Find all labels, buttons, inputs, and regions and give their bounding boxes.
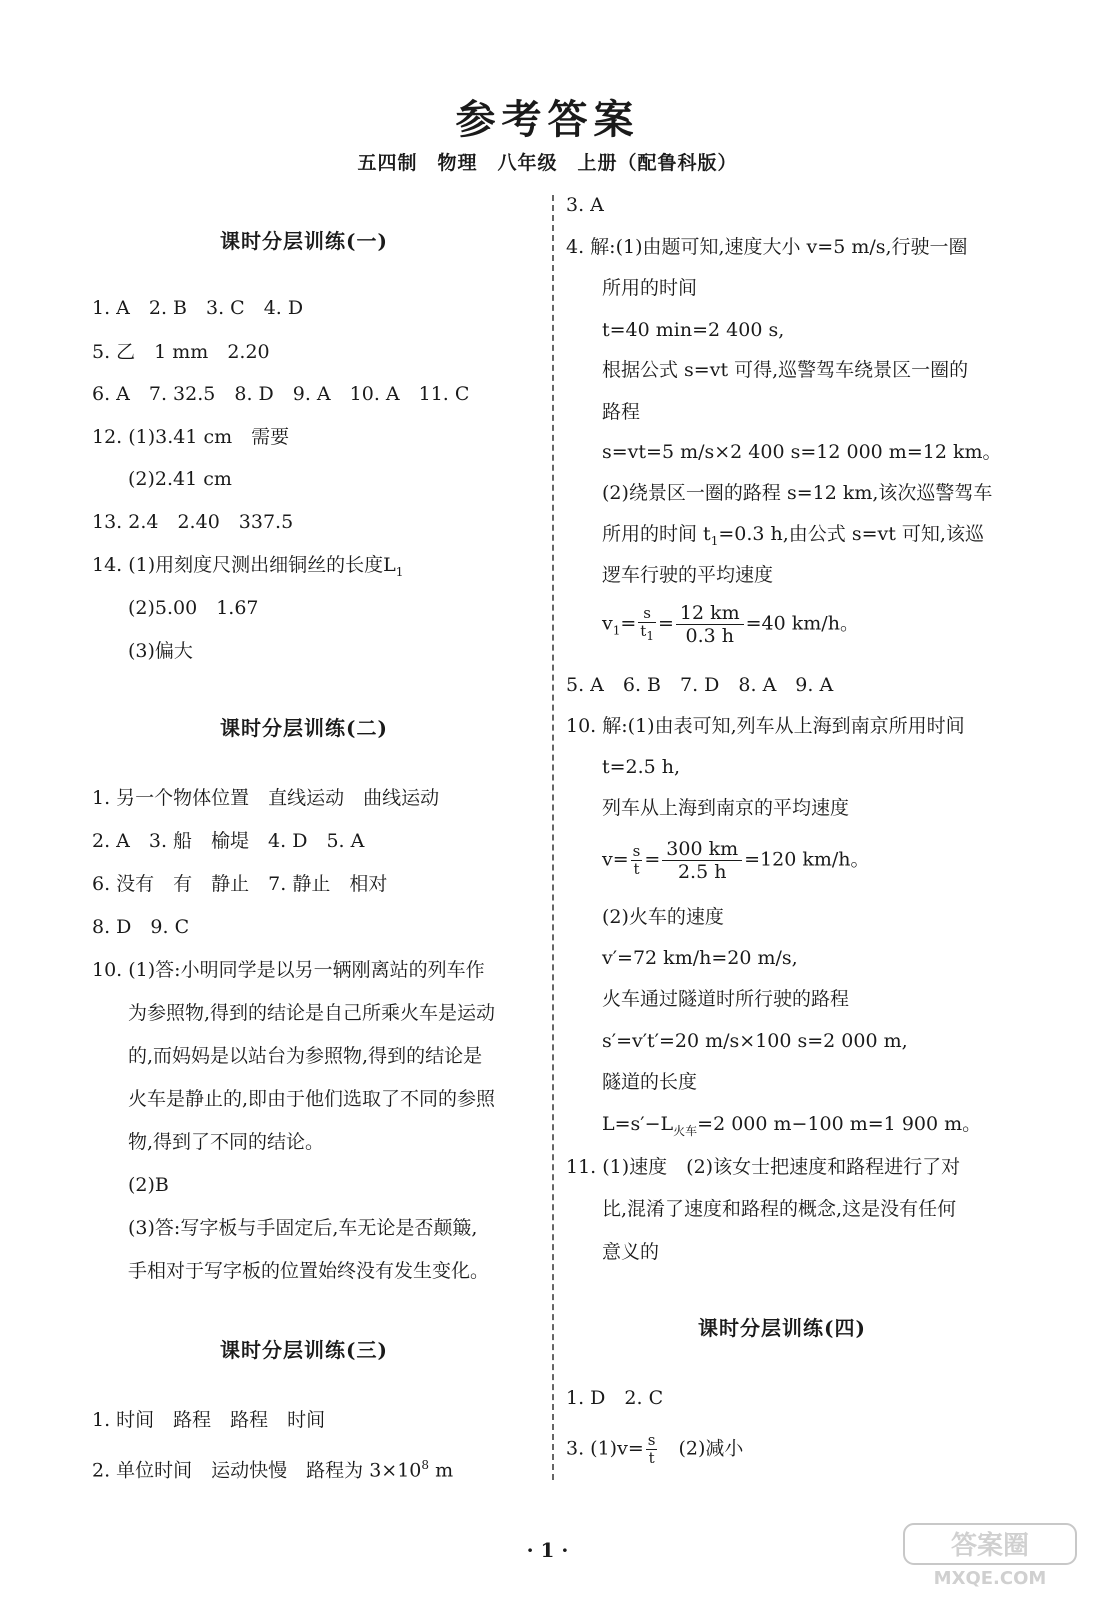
answer-line: 3. A [566,194,604,216]
answer-line: 10. (1)答:小明同学是以另一辆刚离站的列车作 [92,959,485,981]
answer-line: 1. 另一个物体位置 直线运动 曲线运动 [92,787,440,809]
answer-line: 6. 没有 有 静止 7. 静止 相对 [92,873,388,895]
answer-line: 13. 2.4 2.40 337.5 [92,511,294,533]
answer-line: 比,混淆了速度和路程的概念,这是没有任何 [602,1198,957,1220]
answer-line: 1. A 2. B 3. C 4. D [92,297,304,319]
answer-line: 火车通过隧道时所行驶的路程 [602,988,850,1010]
answer-line: s=vt=5 m/s×2 400 s=12 000 m=12 km。 [602,441,1002,463]
answer-line: 5. 乙 1 mm 2.20 [92,341,270,363]
answer-line: t=2.5 h, [602,756,681,778]
answer-line: 的,而妈妈是以站台为参照物,得到的结论是 [128,1045,483,1067]
answer-line: (2)绕景区一圈的路程 s=12 km,该次巡警驾车 [602,482,993,504]
formula-avg-speed-1: $v_1=$ $\frac{s}{t_1}$ = $\frac{12 km}{0.3 h}$ =40 km/h。 [602,602,859,647]
column-divider [552,195,554,1480]
answer-line: s′=v′t′=20 m/s×100 s=2 000 m, [602,1030,908,1052]
answer-line: v′=72 km/h=20 m/s, [602,947,798,969]
page-subtitle: 五四制 物理 八年级 上册（配鲁科版） [357,152,738,174]
answer-line: 所用的时间 $t_1=0.3$ h,由公式 s=vt 可知,该巡 [602,523,984,548]
answer-line: 14. (1)用刻度尺测出细铜丝的长度$L_1$ [92,554,404,579]
answer-line: 1. D 2. C [566,1387,664,1409]
section-heading-2: 课时分层训练(二) [220,716,388,740]
answer-line: 火车是静止的,即由于他们选取了不同的参照 [128,1088,496,1110]
answer-line: 6. A 7. 32.5 8. D 9. A 10. A 11. C [92,383,470,405]
answer-line: 5. A 6. B 7. D 8. A 9. A [566,674,834,696]
answer-line: (2)B [128,1174,169,1196]
page-title: 参考答案 [455,96,640,143]
answer-line: 2. 单位时间 运动快慢 路程为 $3\times 10^8$ m [92,1458,454,1482]
answer-line: 所用的时间 [602,277,698,299]
formula-avg-speed-2: v= $\frac{s}{t}$ = $\frac{300 km}{2.5 h}$ =120 km/h。 [602,838,870,883]
answer-line: 2. A 3. 船 榆堤 4. D 5. A [92,830,365,852]
answer-line: $L=s'-L_{火车}=2$ 000 m−100 m=1 900 m。 [602,1113,982,1138]
answer-line: (2)火车的速度 [602,906,724,928]
answer-line: 1. 时间 路程 路程 时间 [92,1409,326,1431]
answer-line: 物,得到了不同的结论。 [128,1131,325,1153]
answer-line: 3. (1)v= $\frac{s}{t}$ (2)减小 [566,1431,744,1467]
answer-line: 逻车行驶的平均速度 [602,564,774,586]
answer-line: 根据公式 s=vt 可得,巡警驾车绕景区一圈的 [602,359,969,381]
svg-text:答案圈: 答案圈 [950,1531,1030,1561]
answer-line: 路程 [602,401,641,423]
answer-line: 列车从上海到南京的平均速度 [602,797,850,819]
page-number: · 1 · [526,1538,569,1562]
answer-line: t=40 min=2 400 s, [602,319,785,341]
answer-line: 11. (1)速度 (2)该女士把速度和路程进行了对 [566,1156,961,1178]
answer-line: 4. 解:(1)由题可知,速度大小 v=5 m/s,行驶一圈 [566,236,968,258]
section-heading-1: 课时分层训练(一) [220,229,388,253]
answer-line: 10. 解:(1)由表可知,列车从上海到南京所用时间 [566,715,965,737]
section-heading-3: 课时分层训练(三) [220,1338,388,1362]
svg-text:MXQE.COM: MXQE.COM [933,1568,1047,1589]
answer-line: 8. D 9. C [92,916,190,938]
answer-line: (2)5.00 1.67 [128,597,259,619]
section-heading-4: 课时分层训练(四) [698,1316,866,1340]
answer-line: (3)答:写字板与手固定后,车无论是否颠簸, [128,1217,478,1239]
answer-line: 为参照物,得到的结论是自己所乘火车是运动 [128,1002,496,1024]
answer-line: (2)2.41 cm [128,468,232,490]
answer-line: 隧道的长度 [602,1071,698,1093]
watermark-logo [900,1520,1080,1590]
answer-line: 意义的 [602,1241,660,1263]
answer-line: 12. (1)3.41 cm 需要 [92,426,290,448]
answer-line: 手相对于写字板的位置始终没有发生变化。 [128,1260,490,1282]
answer-line: (3)偏大 [128,640,193,662]
